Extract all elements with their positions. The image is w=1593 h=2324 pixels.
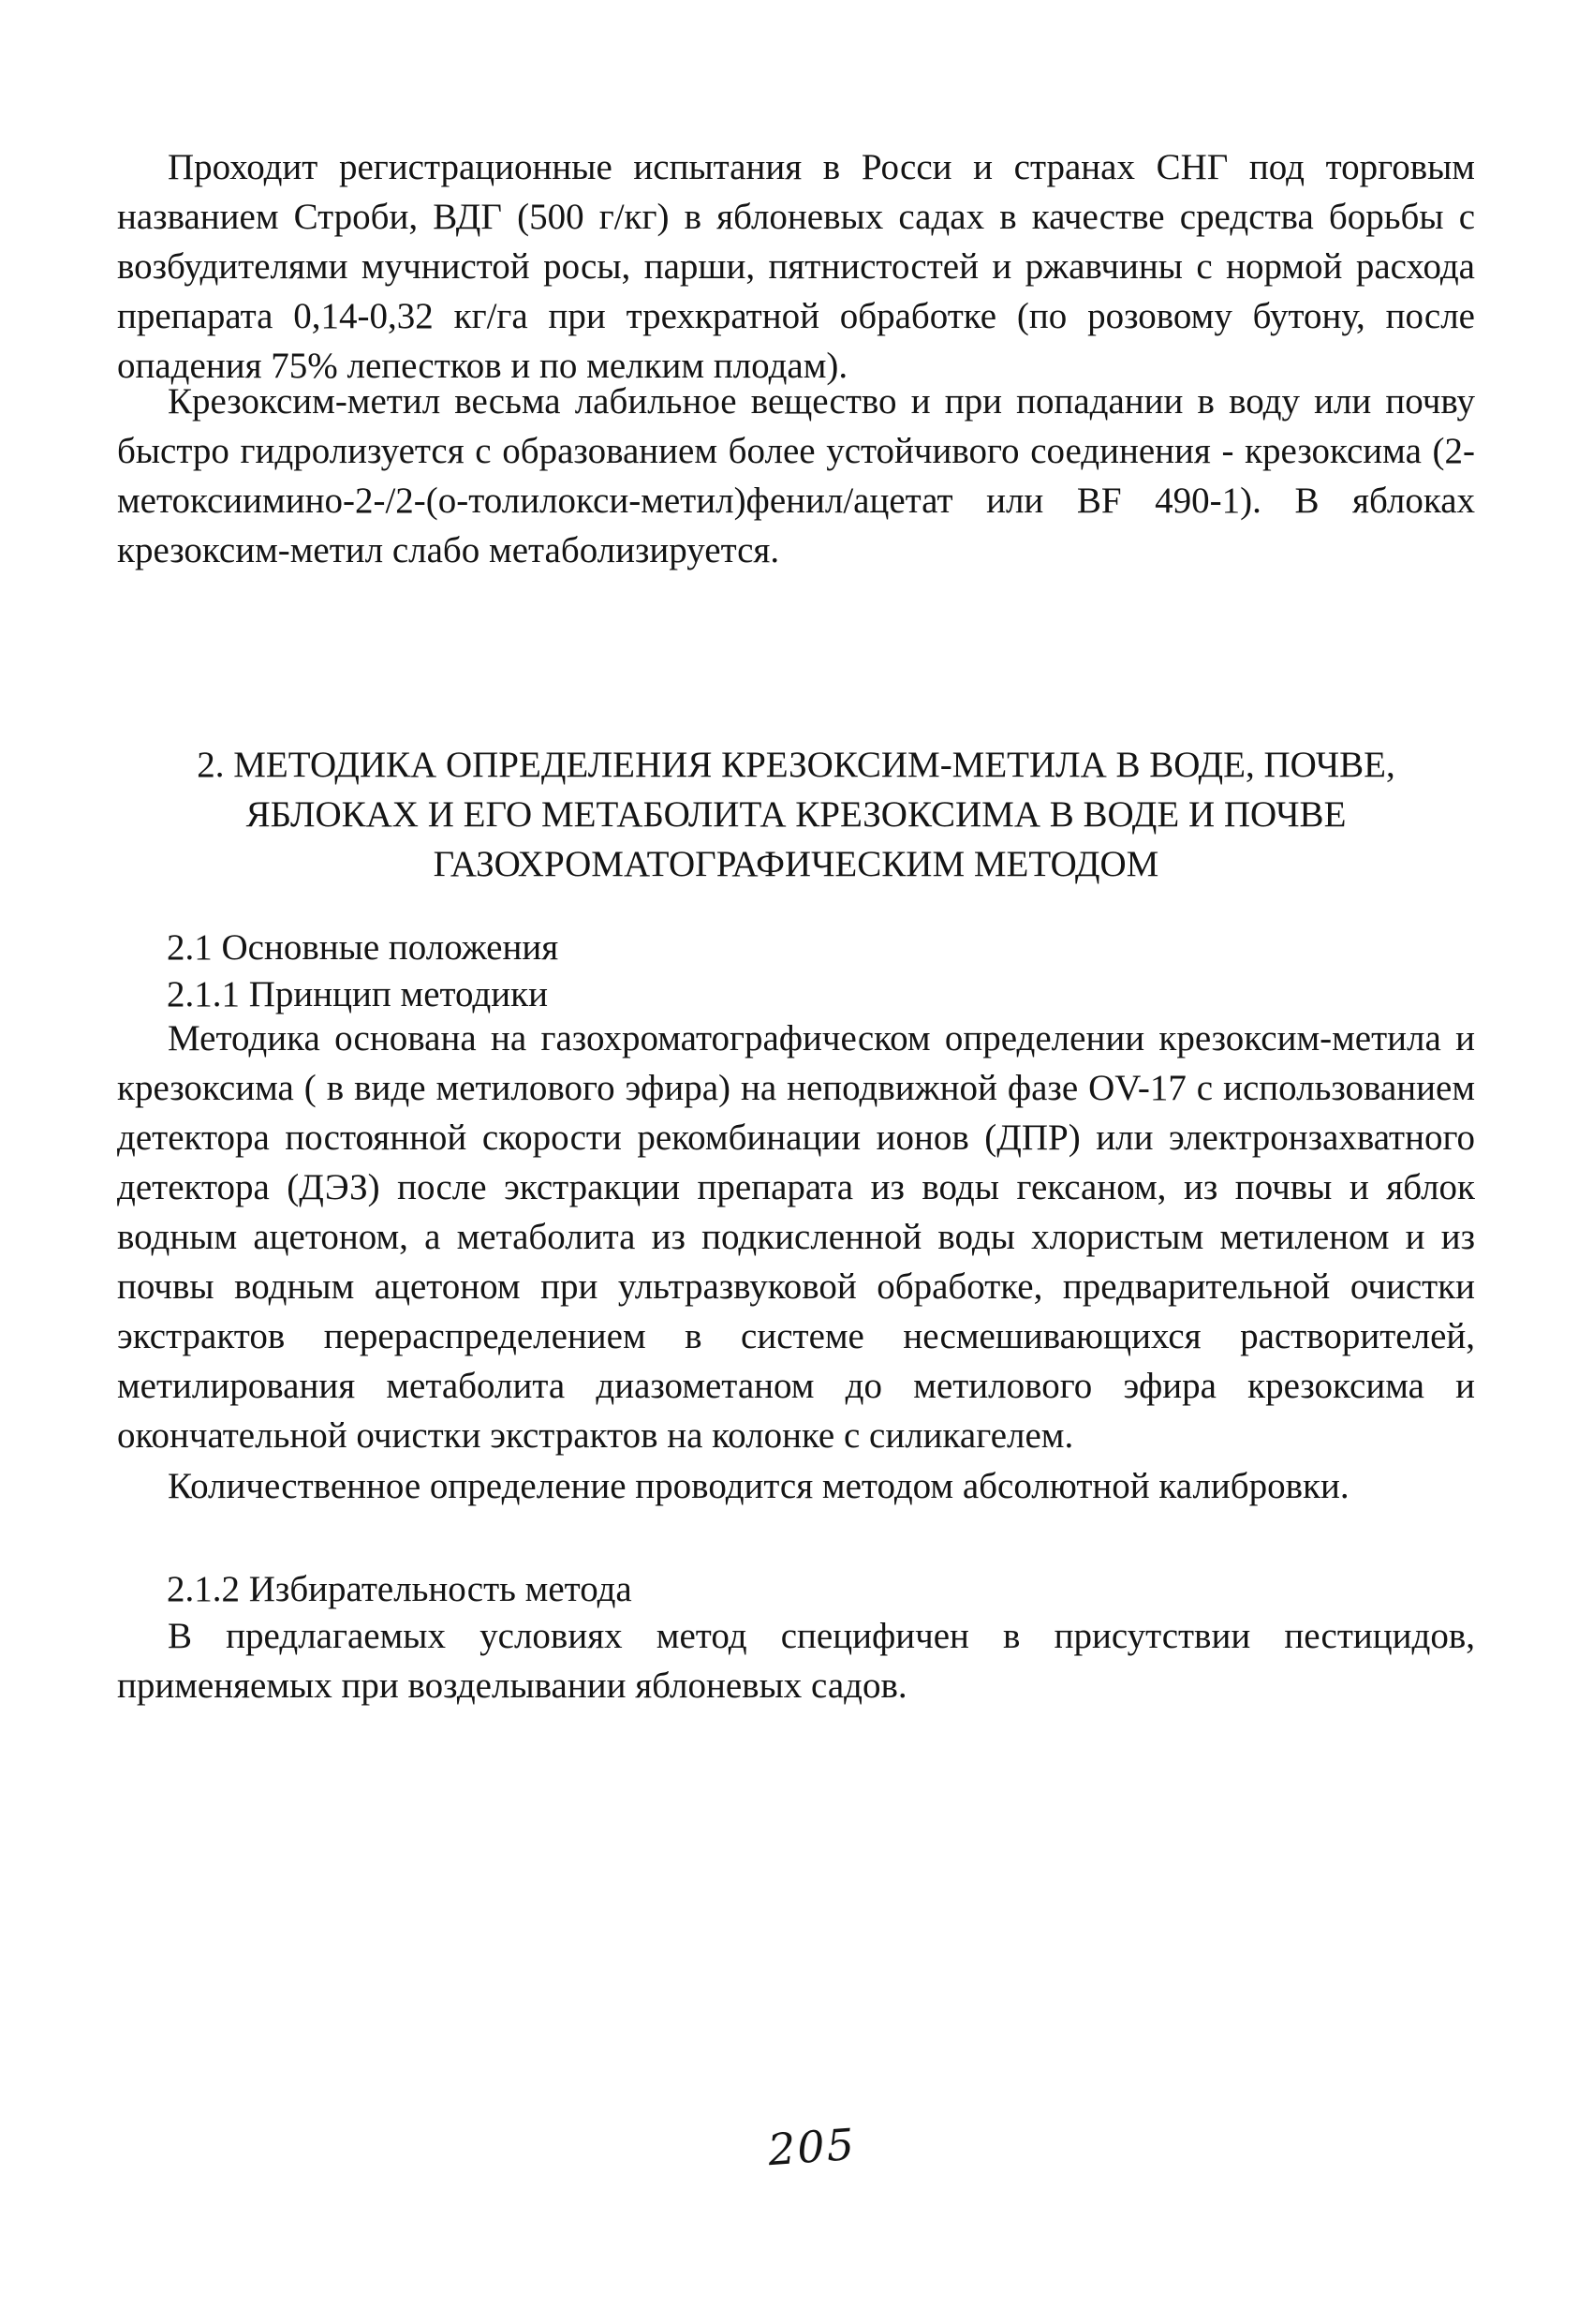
- section-heading: 2. МЕТОДИКА ОПРЕДЕЛЕНИЯ КРЕЗОКСИМ-МЕТИЛА В ВОДЕ, ПОЧВЕ, ЯБЛОКАХ И ЕГО МЕТАБОЛИТА КРЕЗОКСИМА В ВОДЕ И ПОЧВЕ ГАЗОХРОМАТОГРАФИЧЕСКИМ МЕТОДОМ: [197, 745, 1395, 884]
- paragraph-selectivity: В предлагаемых условиях метод специфичен в присутствии пестицидов, применяемых при возделывании яблоневых садов.: [117, 1616, 1475, 1706]
- paragraph-principle: Методика основана на газохроматографическом определении крезоксим-метила и крезоксима ( в виде метилового эфира) на неподвижной фазе OV-17 с использованием детектора постоянной скорости рекомбинации ионов (ДПР) или электронзахватного детектора (ДЭЗ) после экстракции препарата из воды гексаном, из почвы и яблок водным ацетоном, а метаболита из подкисленной воды хлористым метиленом и из почвы водным ацетоном при ультразвуковой обработке, предварительной очистки экстрактов перераспределением в системе несмешивающихся растворителей, метилирования метаболита диазометаном до метилового эфира крезоксима и окончательной очистки экстрактов на колонке с силикагелем.: [117, 1018, 1475, 1456]
- paragraph-quantification: Количественное определение проводится методом абсолютной калибровки.: [168, 1466, 1350, 1506]
- subsection-title-principle: 2.1.1 Принцип методики: [167, 974, 548, 1014]
- subsection-title-basics: 2.1 Основные положения: [167, 927, 559, 968]
- page-number: 205: [766, 2118, 858, 2176]
- subsection-title-selectivity: 2.1.2 Избирательность метода: [167, 1569, 632, 1609]
- paragraph-registration: Проходит регистрационные испытания в Росси и странах СНГ под торговым названием Строби, ВДГ (500 г/кг) в яблоневых садах в качестве средства борьбы с возбудителями мучнистой росы, парши, пятнистостей и ржавчины с нормой расхода препарата 0,14-0,32 кг/га при трехкратной обработке (по розовому бутону, после опадения 75% лепестков и по мелким плодам).: [117, 147, 1475, 386]
- paragraph-lability: Крезоксим-метил весьма лабильное вещество и при попадании в воду или почву быстро гидролизуется с образованием более устойчивого соединения - крезоксима (2-метоксиимино-2-/2-(о-толилокси-метил)фенил/ацетат или BF 490-1). В яблоках крезоксим-метил слабо метаболизируется.: [117, 381, 1475, 570]
